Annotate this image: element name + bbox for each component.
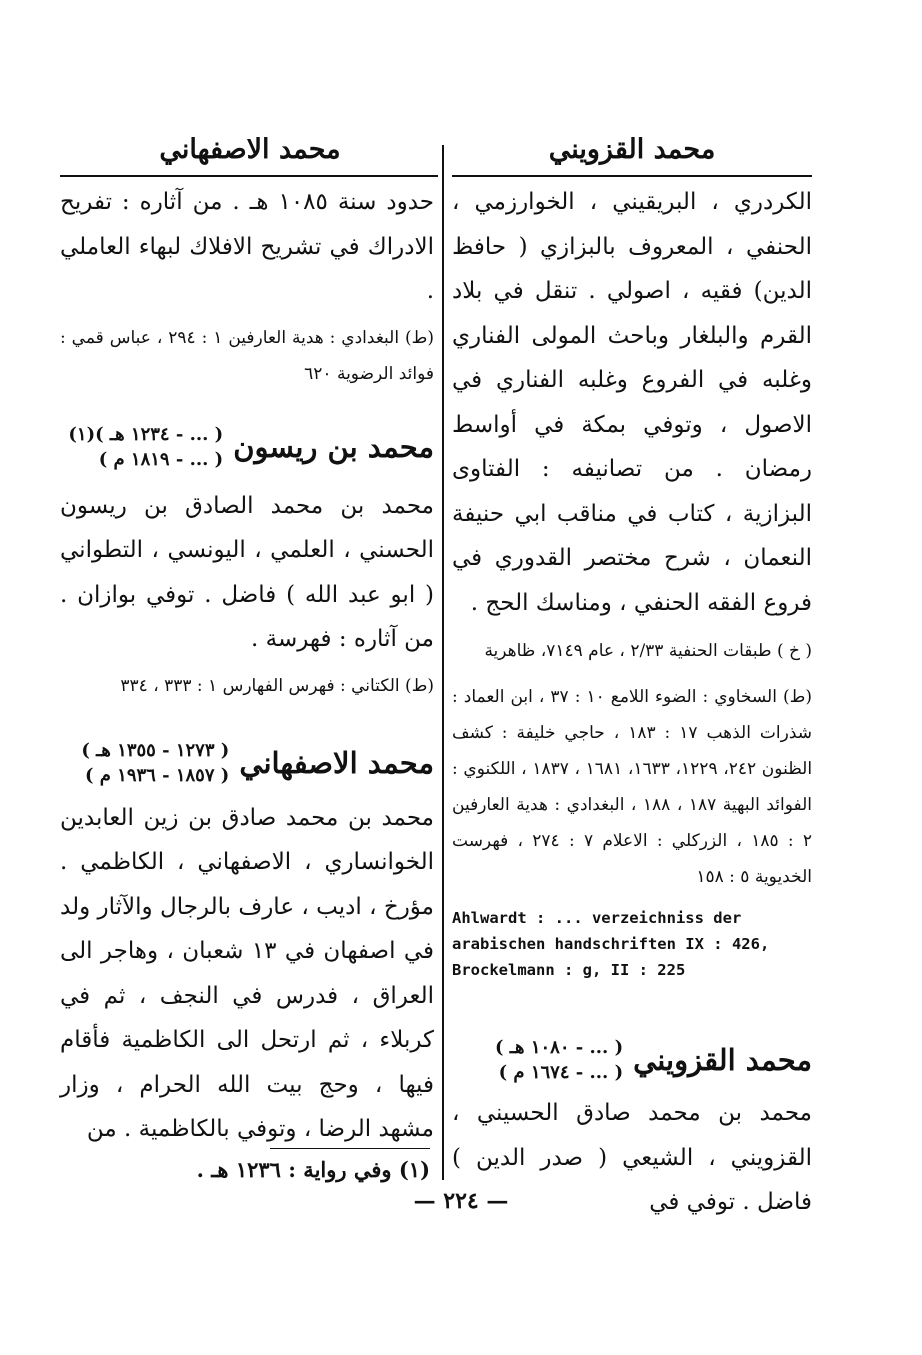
footnote-area xyxy=(60,1155,430,1185)
column-divider xyxy=(442,145,444,1180)
entry-name: محمد الاصفهاني xyxy=(239,745,434,780)
entry-heading-isfahani xyxy=(60,738,434,788)
header-rule-right xyxy=(452,175,812,177)
entry-date-hijri: ( ١٢٧٣ - ١٣٥٥ هـ ) xyxy=(81,739,230,761)
entry-heading-qazwini xyxy=(452,1035,812,1085)
left-paragraph-2: محمد بن محمد الصادق بن ريسون الحسني ، العلمي ، اليونسي ، التطواني ( ابو عبد الله ) فاضل . توفي بوازان . من آثاره : فهرسة . xyxy=(60,492,434,652)
entry-date-gregorian: ( ١٨٥٧ - ١٩٣٦ م ) xyxy=(84,764,230,786)
right-reference-2: (ط) السخاوي : الضوء اللامع ١٠ : ٣٧ ، ابن العماد : شذرات الذهب ١٧ : ١٨٣ ، حاجي خليفة : كشف الظنون ٢٤٢، ١٢٢٩، ١٦٣٣، ١٦٨١ ، ١٨٣٧ ، اللكنوي : الفوائد البهية ١٨٧ ، ١٨٨ ، البغدادي : هدية العارفين ٢ : ١٨٥ ، الزركلي : الاعلام ٧ : ٢٧٤ ، فهرست الخديوية ٥ : ١٥٨ xyxy=(452,687,813,887)
entry-date-gregorian: ( ... - ١٨١٩ م ) xyxy=(98,448,224,470)
entry-dates xyxy=(495,1035,623,1085)
entry-date-gregorian: ( ... - ١٦٧٤ م ) xyxy=(498,1062,624,1083)
left-reference-2: (ط) الكتاني : فهرس الفهارس ١ : ٣٣٣ ، ٣٣٤ xyxy=(120,675,434,696)
header-rule-left xyxy=(60,175,438,177)
left-reference-1: (ط) البغدادي : هدية العارفين ١ : ٢٩٤ ، عباس قمي : فوائد الرضوية ٦٢٠ xyxy=(60,327,434,384)
left-paragraph-3: محمد بن محمد صادق بن زين العابدين الخوانساري ، الاصفهاني ، الكاظمي . مؤرخ ، اديب ، عارف بالرجال والآثار ولد في اصفهان في ١٣ شعبان ، وهاجر الى العراق ، فدرس في النجف ، ثم في كربلاء ، ثم ارتحل الى الكاظمية فأقام فيها ، وحج بيت الله الحرام ، وزار مشهد الرضا ، وتوفي بالكاظمية . من xyxy=(60,804,435,1142)
entry-date-hijri: ( ... - ١٠٨٠ هـ ) xyxy=(495,1037,624,1058)
right-paragraph-2: محمد بن محمد صادق الحسيني ، القزويني ، الشيعي ( صدر الدين ) فاضل . توفي في xyxy=(452,1100,812,1215)
entry-name: محمد القزويني xyxy=(633,1043,812,1077)
right-running-header: محمد القزويني xyxy=(548,134,716,165)
right-column xyxy=(452,180,812,1225)
entry-dates xyxy=(68,422,223,472)
left-paragraph-1: حدود سنة ١٠٨٥ هـ . من آثاره : تفريح الادراك في تشريح الافلاك لبهاء العاملي . xyxy=(60,189,434,304)
entry-date-hijri: ( ... - ١٢٣٤ هـ )(١) xyxy=(68,423,224,445)
right-latin-reference: Ahlwardt : ... verzeichniss der arabischen handschriften IX : 426, Brockelmann : g, II : 225 xyxy=(452,909,770,979)
footnote: (١) وفي رواية : ١٢٣٦ هـ . xyxy=(196,1157,430,1182)
page-number: — ٢٢٤ — xyxy=(413,1188,509,1214)
entry-name: محمد بن ريسون xyxy=(233,429,434,464)
left-running-header: محمد الاصفهاني xyxy=(159,134,341,165)
left-column xyxy=(60,180,434,1152)
entry-dates xyxy=(81,738,229,788)
right-reference-1: ( خ ) طبقات الحنفية ٢/٣٣ ، عام ٧١٤٩، ظاهرية xyxy=(484,641,812,661)
right-paragraph-1: الكردري ، البريقيني ، الخوارزمي ، الحنفي ، المعروف بالبزازي ( حافظ الدين) فقيه ، اصولي . تنقل في بلاد القرم والبلغار وباحث المولى الفناري وغلبه في الفروع وغلبه الفناري في الاصول ، وتوفي بمكة في أواسط رمضان . من تصانيفه : الفتاوى البزازية ، كتاب في مناقب ابي حنيفة النعمان ، شرح مختصر القدوري في فروع الفقه الحنفي ، ومناسك الحج . xyxy=(452,189,812,616)
footnote-rule xyxy=(270,1148,430,1149)
entry-heading-raysun xyxy=(60,422,434,472)
